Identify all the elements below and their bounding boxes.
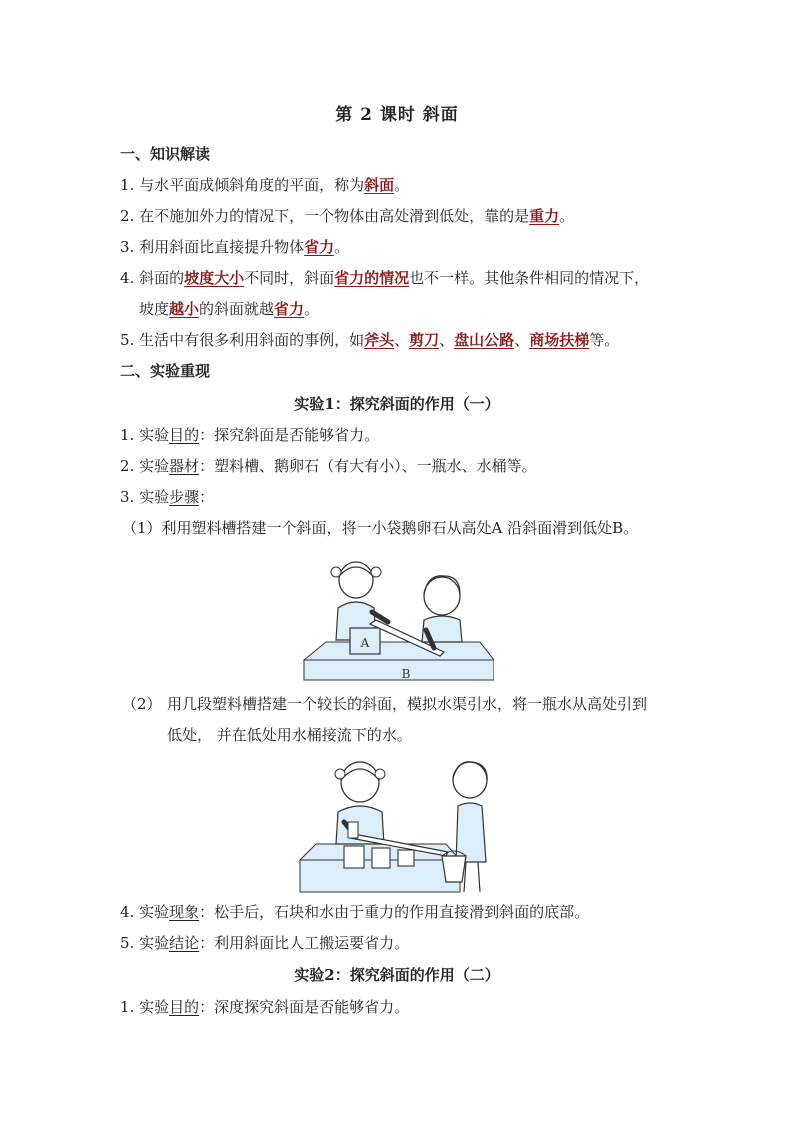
section-heading-experiment: 二、实验重现 <box>120 362 211 380</box>
item-text: 利用斜面比直接提升物体 <box>139 238 305 256</box>
support-box-3 <box>398 850 414 866</box>
step-1-text: （1）利用塑料槽搭建一个斜面，将一小袋鹅卵石从高处A 沿斜面滑到低处B。 <box>122 519 639 537</box>
item-text: ：深度探究斜面是否能够省力。 <box>199 998 410 1016</box>
support-box-2 <box>372 848 390 868</box>
item-text: 。 <box>304 300 320 318</box>
item-text: 实验 <box>139 488 170 506</box>
item-text: ：松手后，石块和水由于重力的作用直接滑到斜面的底部。 <box>199 903 590 921</box>
step-2-text-line1: 用几段塑料槽搭建一个较长的斜面，模拟水渠引水，将一瓶水从高处引到 <box>167 695 648 713</box>
keyword: 省力 <box>304 238 335 256</box>
item-text: 实验 <box>139 934 170 952</box>
item-text: ： <box>199 488 215 506</box>
item-number: 5. <box>120 331 135 349</box>
keyword: 坡度大小 <box>184 269 245 287</box>
item-number: 1. <box>120 176 135 194</box>
experiment-2-title: 实验2：探究斜面的作用（二） <box>294 966 500 984</box>
item-text: 在不施加外力的情况下，一个物体由高处滑到低处，靠的是 <box>139 207 530 225</box>
underlined-term: 结论 <box>169 934 200 952</box>
item-number: 1. <box>120 998 135 1016</box>
item-number: 2. <box>120 207 135 225</box>
experiment-1-steps <box>120 486 214 508</box>
knowledge-item-5 <box>120 329 619 351</box>
item-text: 坡度 <box>139 300 170 318</box>
item-number: 3. <box>120 488 135 506</box>
separator: 、 <box>439 331 455 349</box>
table-front <box>304 660 494 680</box>
underlined-term: 步骤 <box>169 488 200 506</box>
knowledge-item-4-cont <box>139 298 319 320</box>
item-text: 。 <box>334 238 350 256</box>
item-number: 4. <box>120 269 135 287</box>
experiment-1-phenomenon <box>120 901 589 923</box>
item-text: 实验 <box>139 426 170 444</box>
underlined-term: 现象 <box>169 903 200 921</box>
girl-ponytail-left <box>331 567 341 577</box>
keyword: 斜面 <box>364 176 395 194</box>
step-2-number: （2） <box>122 695 162 713</box>
knowledge-item-3 <box>120 236 349 258</box>
underlined-term: 器材 <box>169 457 200 475</box>
item-text: 的斜面就越 <box>199 300 275 318</box>
experiment-1-title: 实验1：探究斜面的作用（一） <box>294 395 500 413</box>
page-title: 第 2 课时 斜面 <box>335 105 459 125</box>
knowledge-item-1 <box>120 174 409 196</box>
knowledge-item-2 <box>120 205 574 227</box>
experiment-1-purpose <box>120 424 379 446</box>
item-number: 5. <box>120 934 135 952</box>
experiment-2-purpose <box>120 996 409 1018</box>
item-number: 4. <box>120 903 135 921</box>
underlined-term: 目的 <box>169 998 200 1016</box>
item-text: 等。 <box>589 331 620 349</box>
section-heading-knowledge: 一、知识解读 <box>120 145 211 163</box>
keyword: 剪刀 <box>409 331 440 349</box>
table-top <box>304 642 494 660</box>
item-text: 实验 <box>139 457 170 475</box>
boy-head <box>424 577 460 615</box>
label-a: A <box>360 636 370 650</box>
figure-water-channel <box>298 752 498 894</box>
figure-ramp-stones <box>302 556 494 682</box>
item-number: 2. <box>120 457 135 475</box>
step-2-text-line2: 低处， 并在低处用水桶接流下的水。 <box>167 726 412 744</box>
item-text: 斜面的 <box>139 269 185 287</box>
keyword: 重力 <box>529 207 560 225</box>
keyword: 省力 <box>274 300 305 318</box>
support-box-1 <box>344 846 364 868</box>
keyword: 商场扶梯 <box>529 331 590 349</box>
girl-ponytail-right <box>371 567 381 577</box>
item-text: 与水平面成倾斜角度的平面，称为 <box>139 176 365 194</box>
girl-head <box>341 762 379 802</box>
item-text: 。 <box>559 207 575 225</box>
separator: 、 <box>514 331 530 349</box>
boy-body <box>456 803 486 862</box>
item-text: 实验 <box>139 998 170 1016</box>
water-bottle <box>348 822 358 838</box>
item-text: 。 <box>394 176 410 194</box>
keyword: 省力的情况 <box>334 269 410 287</box>
knowledge-item-4 <box>120 267 649 289</box>
item-text: 实验 <box>139 903 170 921</box>
item-number: 3. <box>120 238 135 256</box>
item-text: 不同时，斜面 <box>244 269 335 287</box>
keyword: 盘山公路 <box>454 331 515 349</box>
item-text: 也不一样。其他条件相同的情况下， <box>409 269 650 287</box>
girl-ponytail-left <box>335 769 345 779</box>
label-b: B <box>401 667 411 681</box>
experiment-1-materials <box>120 455 537 477</box>
keyword: 越小 <box>169 300 200 318</box>
item-text: ：利用斜面比人工搬运要省力。 <box>199 934 410 952</box>
separator: 、 <box>394 331 410 349</box>
keyword: 斧头 <box>364 331 395 349</box>
girl-ponytail-right <box>375 769 385 779</box>
underlined-term: 目的 <box>169 426 200 444</box>
boy-leg-right <box>478 862 480 892</box>
water-bucket <box>442 856 466 882</box>
item-text: ：探究斜面是否能够省力。 <box>199 426 380 444</box>
experiment-1-conclusion <box>120 932 409 954</box>
item-text: 生活中有很多利用斜面的事例，如 <box>139 331 365 349</box>
item-number: 1. <box>120 426 135 444</box>
item-text: ：塑料槽、鹅卵石（有大有小）、一瓶水、水桶等。 <box>199 457 537 475</box>
